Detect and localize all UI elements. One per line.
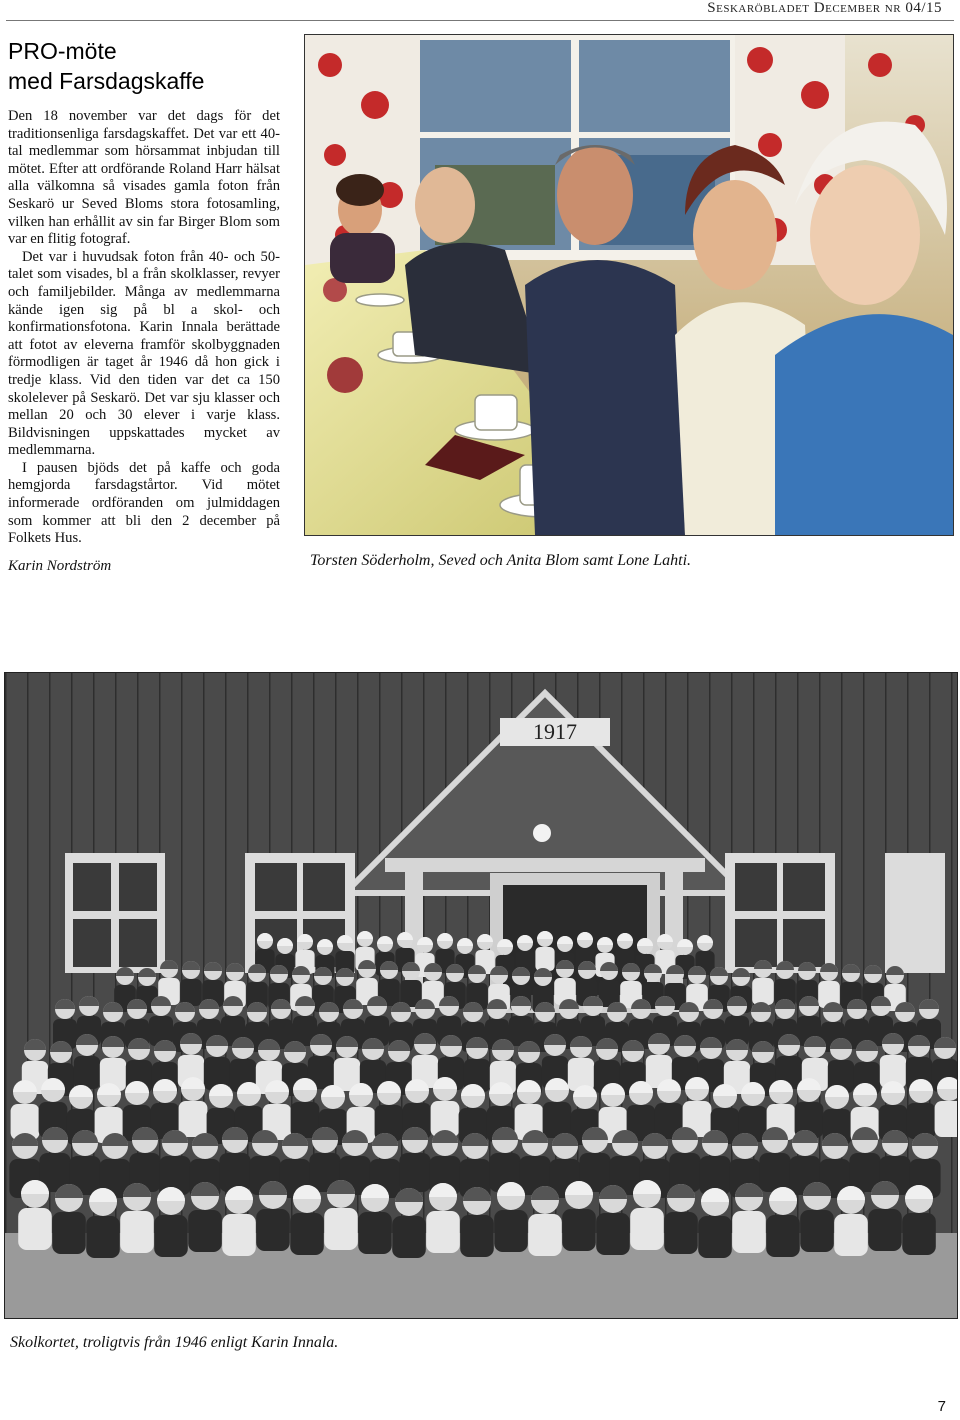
article-byline: Karin Nordström (8, 557, 112, 574)
publication-header: Seskaröbladet December nr 04/15 (707, 0, 942, 16)
meeting-photo-caption: Torsten Söderholm, Seved och Anita Blom samt Lone Lahti. (310, 552, 692, 569)
building-year-sign: 1917 (533, 719, 577, 744)
school-photo (4, 672, 958, 1319)
article-column (8, 36, 280, 575)
page-number: 7 (937, 1398, 946, 1415)
article-body (8, 108, 280, 548)
article-paragraph-2: Det var i huvudsak foton från 40- och 50-talet som visades, bl a från skolklasser, revyer och familjebilder. Många av medlemmarna kände igen sig på bl a skol- och konfirmationsfotona. Karin Innala berättade att fotot av eleverna framför skolbyggnaden förmodligen är taget år 1946 då hon gick i tredje klass. Vid den tiden var det ca 150 skolelever på Seskarö. Det var sju klasser och mellan 20 och 30 elever i varje klass. Bildvisningen uppskattades mycket av medlemmarna. (8, 248, 280, 459)
article-paragraph-3: I pausen bjöds det på kaffe och goda hemgjorda farsdagstårtor. Vid mötet informerade ordföranden om julmiddagen som kommer att bli den 2 december på Folkets Hus. (8, 459, 280, 547)
meeting-photo-illustration (305, 35, 953, 535)
article-title-line2: med Farsdagskaffe (8, 68, 205, 94)
meeting-photo (304, 34, 954, 536)
school-photo-caption: Skolkortet, troligtvis från 1946 enligt Karin Innala. (10, 1334, 339, 1351)
header-rule (6, 20, 954, 21)
article-paragraph-1: Den 18 november var det dags för det traditionsenliga farsdagskaffet. Det var ett 40-tal medlemmar som hörsammat inbjudan till mötet. Efter att ordförande Roland Harr hälsat alla välkomna så visades gamla foton från Seskarö ur Seved Bloms stora fotosamling, vilken han erhållit av sin far Birger Blom som var en flitig fotograf. (8, 108, 280, 248)
article-title-line1: PRO-möte (8, 38, 117, 64)
article-title (8, 36, 280, 96)
school-photo-illustration (5, 673, 957, 1318)
